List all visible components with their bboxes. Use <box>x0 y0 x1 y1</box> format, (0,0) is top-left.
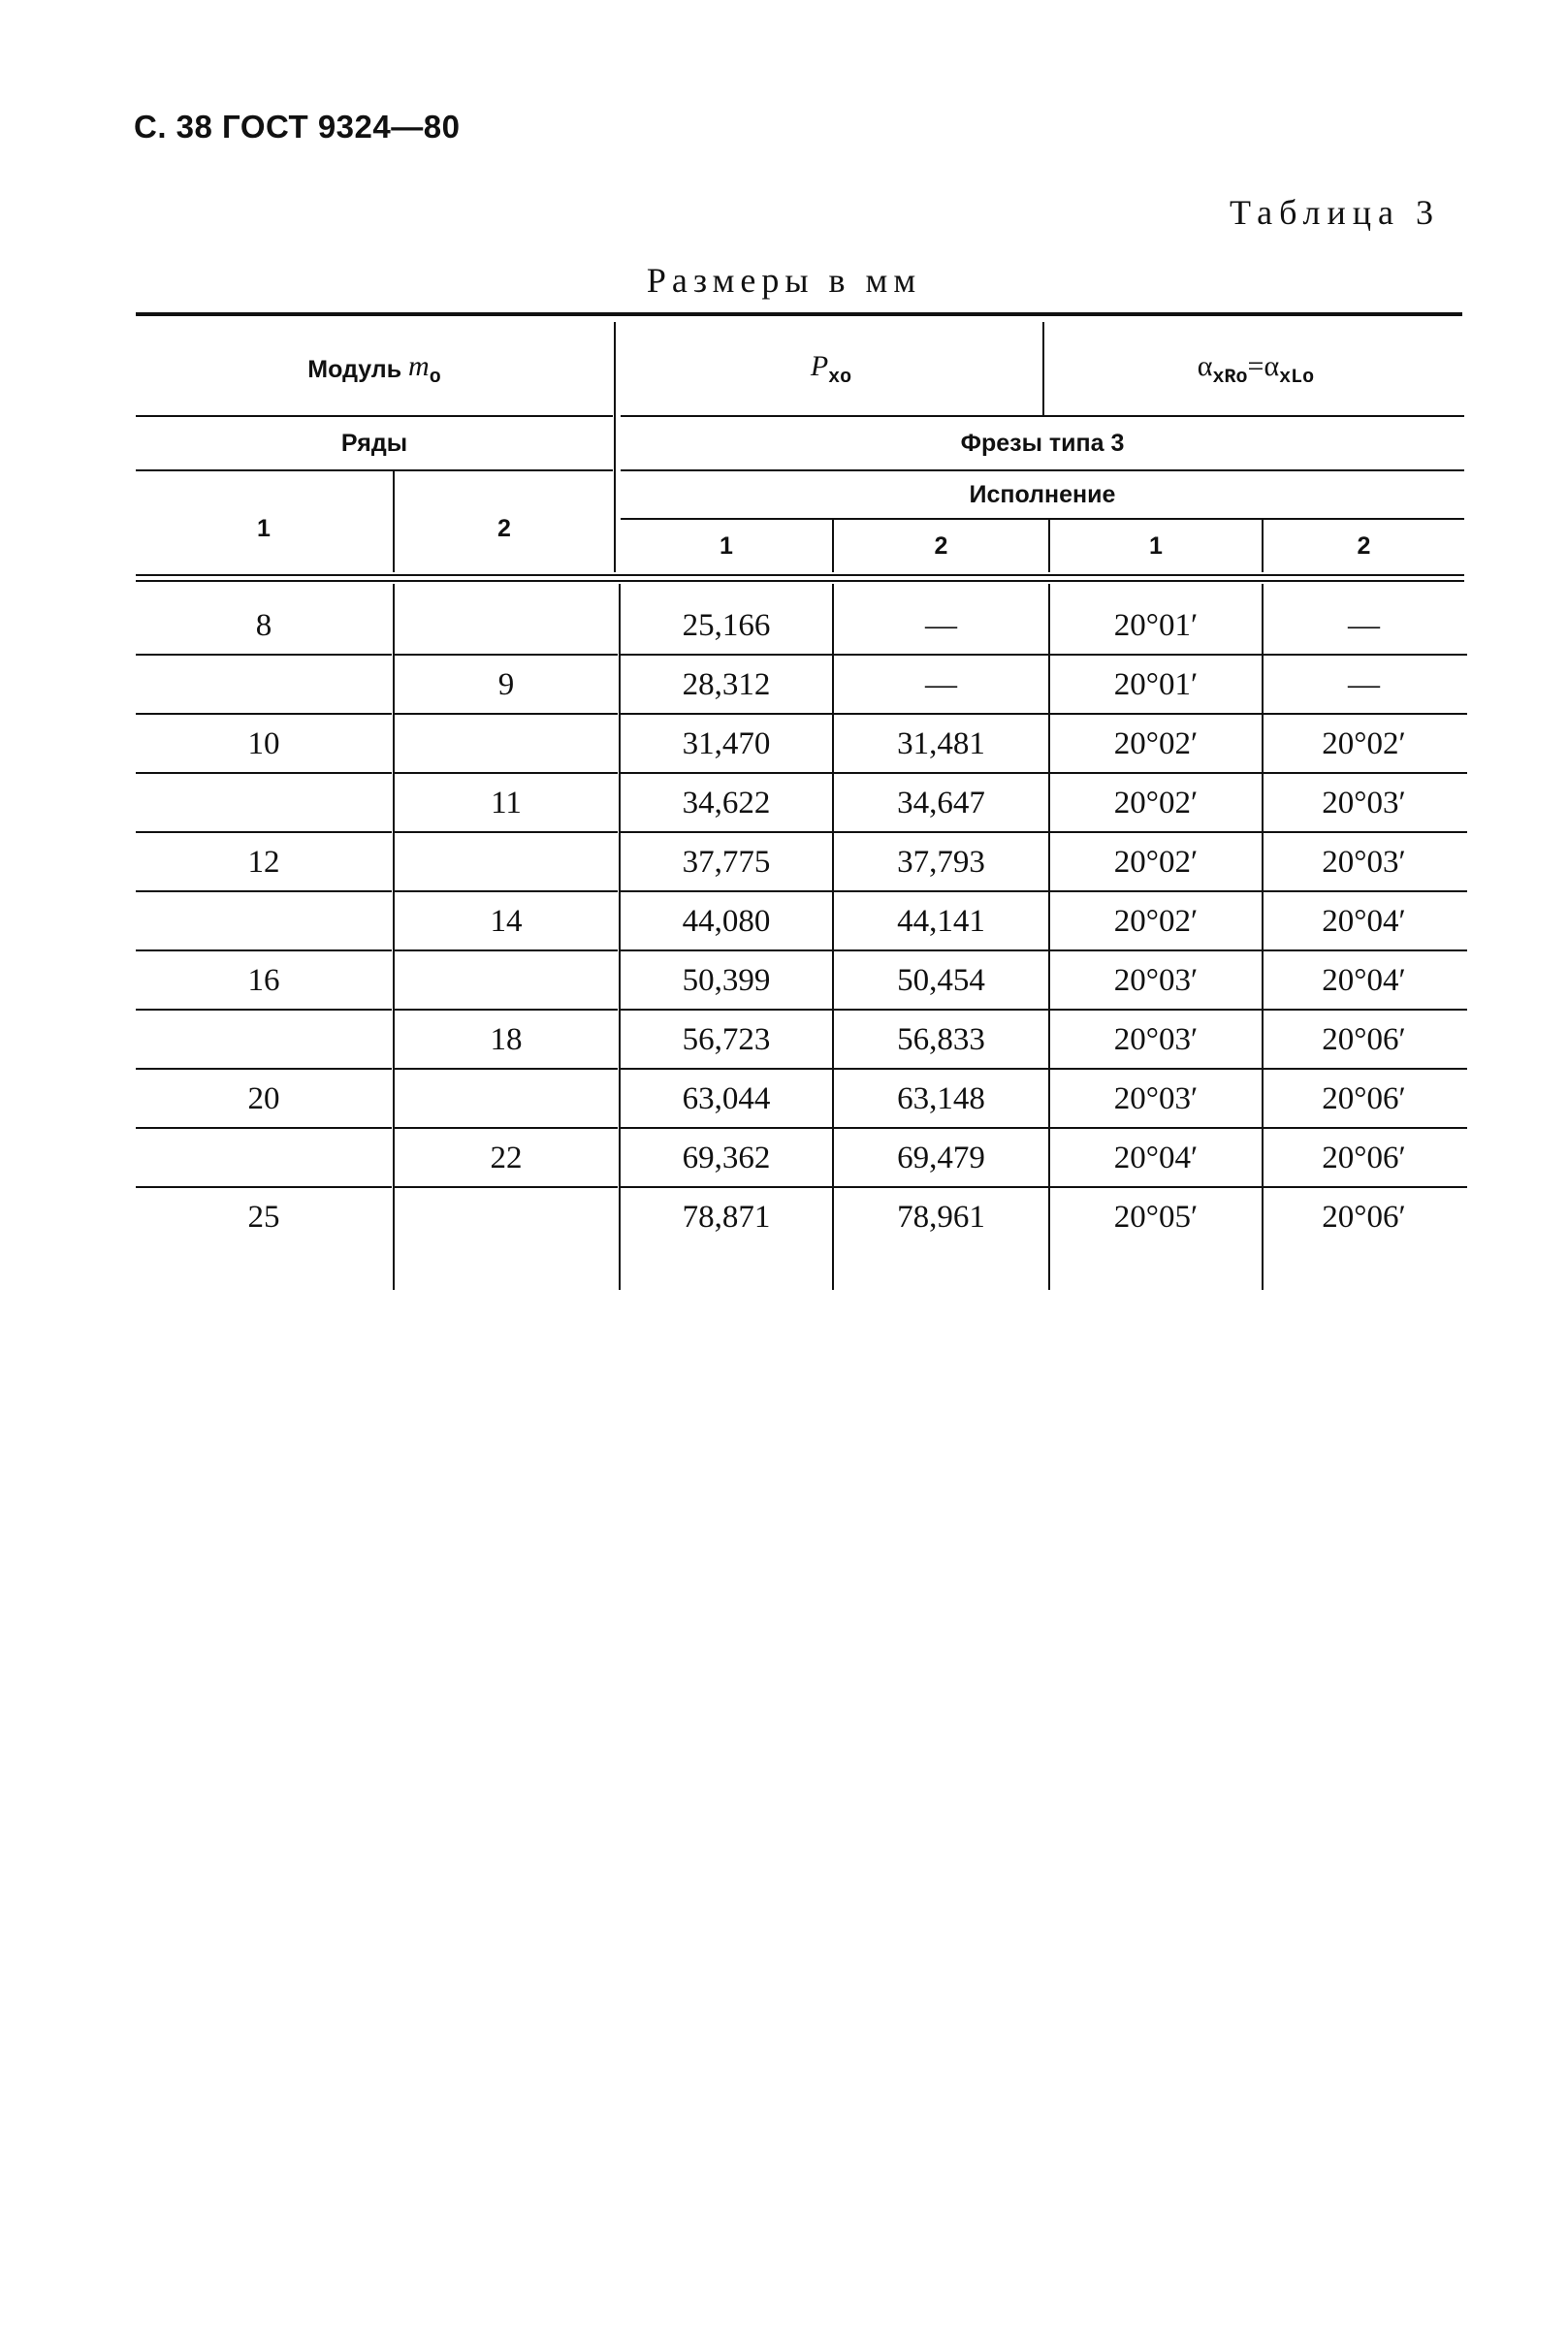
row-rule <box>834 1186 1048 1188</box>
row-1-cell: 12 <box>247 844 280 880</box>
row-1-cell <box>136 1134 392 1182</box>
angle-exec-1-cell: 20°03′ <box>1113 1080 1199 1116</box>
angle-exec-2-cell: 20°06′ <box>1322 1080 1406 1116</box>
pitch-exec-2-cell: 37,793 <box>897 844 985 880</box>
pitch-exec-2-cell: 78,961 <box>897 1199 985 1235</box>
rows-header: Ряды <box>340 429 408 457</box>
row-rule <box>136 713 392 715</box>
row-1-cell <box>136 1015 392 1064</box>
row-rule <box>1050 831 1262 833</box>
row-rule <box>1264 949 1467 951</box>
angle-exec-2-cell: 20°03′ <box>1322 844 1406 880</box>
row-2-cell <box>395 838 618 886</box>
row-rule <box>621 1068 832 1070</box>
row-rule <box>136 831 392 833</box>
pitch-exec-2-cell: — <box>925 607 957 643</box>
row-rule <box>1050 890 1262 892</box>
angle-header <box>1048 326 1463 413</box>
angle-exec-1-cell: 20°02′ <box>1113 844 1199 880</box>
pitch-exec-2-cell: 34,647 <box>897 785 985 820</box>
row-rule <box>395 654 618 656</box>
row-rule <box>136 654 392 656</box>
row-rule <box>136 1127 392 1129</box>
pitch-exec-1-cell: 78,871 <box>682 1199 771 1235</box>
row-rule <box>136 772 392 774</box>
angle-exec-1-cell: 20°02′ <box>1113 903 1199 939</box>
row-rule <box>621 654 832 656</box>
row-rule <box>395 1068 618 1070</box>
row-rule <box>136 1009 392 1011</box>
row-rule <box>1264 654 1467 656</box>
row-rule <box>395 713 618 715</box>
row-rule <box>136 1186 392 1188</box>
pitch-exec-2-cell: 56,833 <box>897 1021 985 1057</box>
row-2-cell <box>395 956 618 1005</box>
table-label: Таблица 3 <box>1230 193 1440 232</box>
row-rule <box>834 1127 1048 1129</box>
angle-right-symbol: α <box>1197 350 1213 382</box>
header-divider <box>1042 322 1044 415</box>
angle-exec-1-header: 1 <box>1149 531 1163 560</box>
pitch-exec-2-cell: 31,481 <box>897 725 985 761</box>
row-rule <box>395 772 618 774</box>
pitch-exec-1-cell: 34,622 <box>682 785 771 820</box>
row-rule <box>621 1127 832 1129</box>
row-rule <box>1264 890 1467 892</box>
row-rule <box>1050 1186 1262 1188</box>
row-1-cell: 8 <box>255 607 272 643</box>
row-1-cell: 20 <box>247 1080 280 1116</box>
angle-exec-1-cell: 20°01′ <box>1113 666 1199 702</box>
row-2-header: 2 <box>497 514 511 542</box>
row-2-cell <box>395 601 618 650</box>
pitch-exec-2-cell: 69,479 <box>897 1140 985 1175</box>
row-2-cell: 9 <box>497 666 515 702</box>
row-rule <box>136 949 392 951</box>
row-rule <box>834 831 1048 833</box>
row-2-cell: 18 <box>490 1021 523 1057</box>
row-rule <box>1264 1009 1467 1011</box>
angle-exec-2-cell: 20°06′ <box>1322 1199 1406 1235</box>
pitch-exec-2-cell: 44,141 <box>897 903 985 939</box>
angle-left-subscript: xLo <box>1279 367 1315 389</box>
page-header: С. 38 ГОСТ 9324—80 <box>134 109 461 145</box>
row-rule <box>1050 713 1262 715</box>
angle-exec-2-cell: 20°04′ <box>1322 903 1406 939</box>
row-1-cell <box>136 897 392 946</box>
header-rule <box>621 469 1464 471</box>
row-rule <box>395 1186 618 1188</box>
pitch-exec-1-cell: 31,470 <box>682 725 771 761</box>
pitch-exec-1-cell: 44,080 <box>682 903 771 939</box>
row-rule <box>1050 1068 1262 1070</box>
row-2-cell: 11 <box>491 785 522 820</box>
pitch-exec-1-cell: 63,044 <box>682 1080 771 1116</box>
module-label: Модуль <box>307 355 402 383</box>
row-2-cell <box>395 720 618 768</box>
angle-exec-2-header: 2 <box>1357 531 1371 560</box>
angle-exec-2-cell: — <box>1348 666 1380 702</box>
execution-header: Исполнение <box>969 480 1116 508</box>
header-rule <box>136 415 613 417</box>
angle-exec-1-cell: 20°02′ <box>1113 785 1199 820</box>
row-rule <box>834 1009 1048 1011</box>
row-rule <box>1264 713 1467 715</box>
row-2-cell <box>395 1075 618 1123</box>
row-2-cell <box>395 1193 618 1241</box>
module-subscript: o <box>429 367 441 389</box>
pitch-header <box>621 326 1041 413</box>
row-rule <box>621 949 832 951</box>
pitch-exec-1-cell: 69,362 <box>682 1140 771 1175</box>
row-rule <box>395 949 618 951</box>
row-rule <box>621 772 832 774</box>
row-rule <box>1264 1186 1467 1188</box>
angle-exec-2-cell: 20°04′ <box>1322 962 1406 998</box>
pitch-exec-1-cell: 25,166 <box>682 607 771 643</box>
row-1-header: 1 <box>257 514 271 542</box>
row-2-cell: 14 <box>490 903 523 939</box>
angle-exec-1-cell: 20°02′ <box>1113 725 1199 761</box>
angle-exec-1-cell: 20°05′ <box>1113 1199 1199 1235</box>
row-rule <box>834 1068 1048 1070</box>
angle-exec-1-cell: 20°03′ <box>1113 1021 1199 1057</box>
row-rule <box>1050 1009 1262 1011</box>
pitch-subscript: xo <box>828 367 852 389</box>
cutters-header: Фрезы типа 3 <box>960 429 1125 457</box>
row-rule <box>1050 654 1262 656</box>
row-rule <box>395 1009 618 1011</box>
row-1-cell <box>136 660 392 709</box>
pitch-exec-1-cell: 28,312 <box>682 666 771 702</box>
header-bottom-rule <box>136 574 1464 582</box>
row-rule <box>834 713 1048 715</box>
row-1-cell: 16 <box>247 962 280 998</box>
row-rule <box>834 949 1048 951</box>
row-rule <box>136 1068 392 1070</box>
row-1-cell: 10 <box>247 725 280 761</box>
module-header <box>136 326 613 413</box>
units-label: Размеры в мм <box>646 261 922 300</box>
row-rule <box>1264 1127 1467 1129</box>
row-rule <box>1264 772 1467 774</box>
angle-exec-2-cell: 20°03′ <box>1322 785 1406 820</box>
header-rule <box>621 415 1464 417</box>
angle-exec-2-cell: — <box>1348 607 1380 643</box>
row-rule <box>395 831 618 833</box>
pitch-exec-2-header: 2 <box>934 531 948 560</box>
angle-left-symbol: α <box>1264 350 1280 382</box>
row-rule <box>1050 949 1262 951</box>
row-rule <box>621 1009 832 1011</box>
pitch-exec-2-cell: 50,454 <box>897 962 985 998</box>
angle-exec-2-cell: 20°02′ <box>1322 725 1406 761</box>
header-divider <box>614 322 616 572</box>
angle-exec-1-cell: 20°04′ <box>1113 1140 1199 1175</box>
angle-equals: = <box>1247 350 1264 382</box>
angle-right-subscript: xRo <box>1212 367 1248 389</box>
header-rule <box>136 469 613 471</box>
row-rule <box>395 890 618 892</box>
row-2-cell: 22 <box>490 1140 523 1175</box>
row-rule <box>136 890 392 892</box>
angle-exec-2-cell: 20°06′ <box>1322 1140 1406 1175</box>
row-rule <box>395 1127 618 1129</box>
table-top-rule <box>136 312 1462 316</box>
row-rule <box>1050 772 1262 774</box>
row-rule <box>834 654 1048 656</box>
row-rule <box>621 831 832 833</box>
pitch-exec-1-cell: 56,723 <box>682 1021 771 1057</box>
angle-exec-1-cell: 20°03′ <box>1113 962 1199 998</box>
row-rule <box>834 890 1048 892</box>
angle-exec-2-cell: 20°06′ <box>1322 1021 1406 1057</box>
module-symbol: m <box>408 350 430 382</box>
pitch-exec-1-cell: 37,775 <box>682 844 771 880</box>
pitch-exec-2-cell: 63,148 <box>897 1080 985 1116</box>
row-rule <box>621 713 832 715</box>
pitch-exec-2-cell: — <box>925 666 957 702</box>
row-rule <box>1050 1127 1262 1129</box>
angle-exec-1-cell: 20°01′ <box>1113 607 1199 643</box>
pitch-exec-1-header: 1 <box>720 531 733 560</box>
row-rule <box>834 772 1048 774</box>
row-rule <box>621 890 832 892</box>
pitch-symbol: P <box>810 350 829 382</box>
row-rule <box>621 1186 832 1188</box>
pitch-exec-1-cell: 50,399 <box>682 962 771 998</box>
row-rule <box>1264 1068 1467 1070</box>
row-1-cell: 25 <box>247 1199 280 1235</box>
row-1-cell <box>136 779 392 827</box>
row-rule <box>1264 831 1467 833</box>
